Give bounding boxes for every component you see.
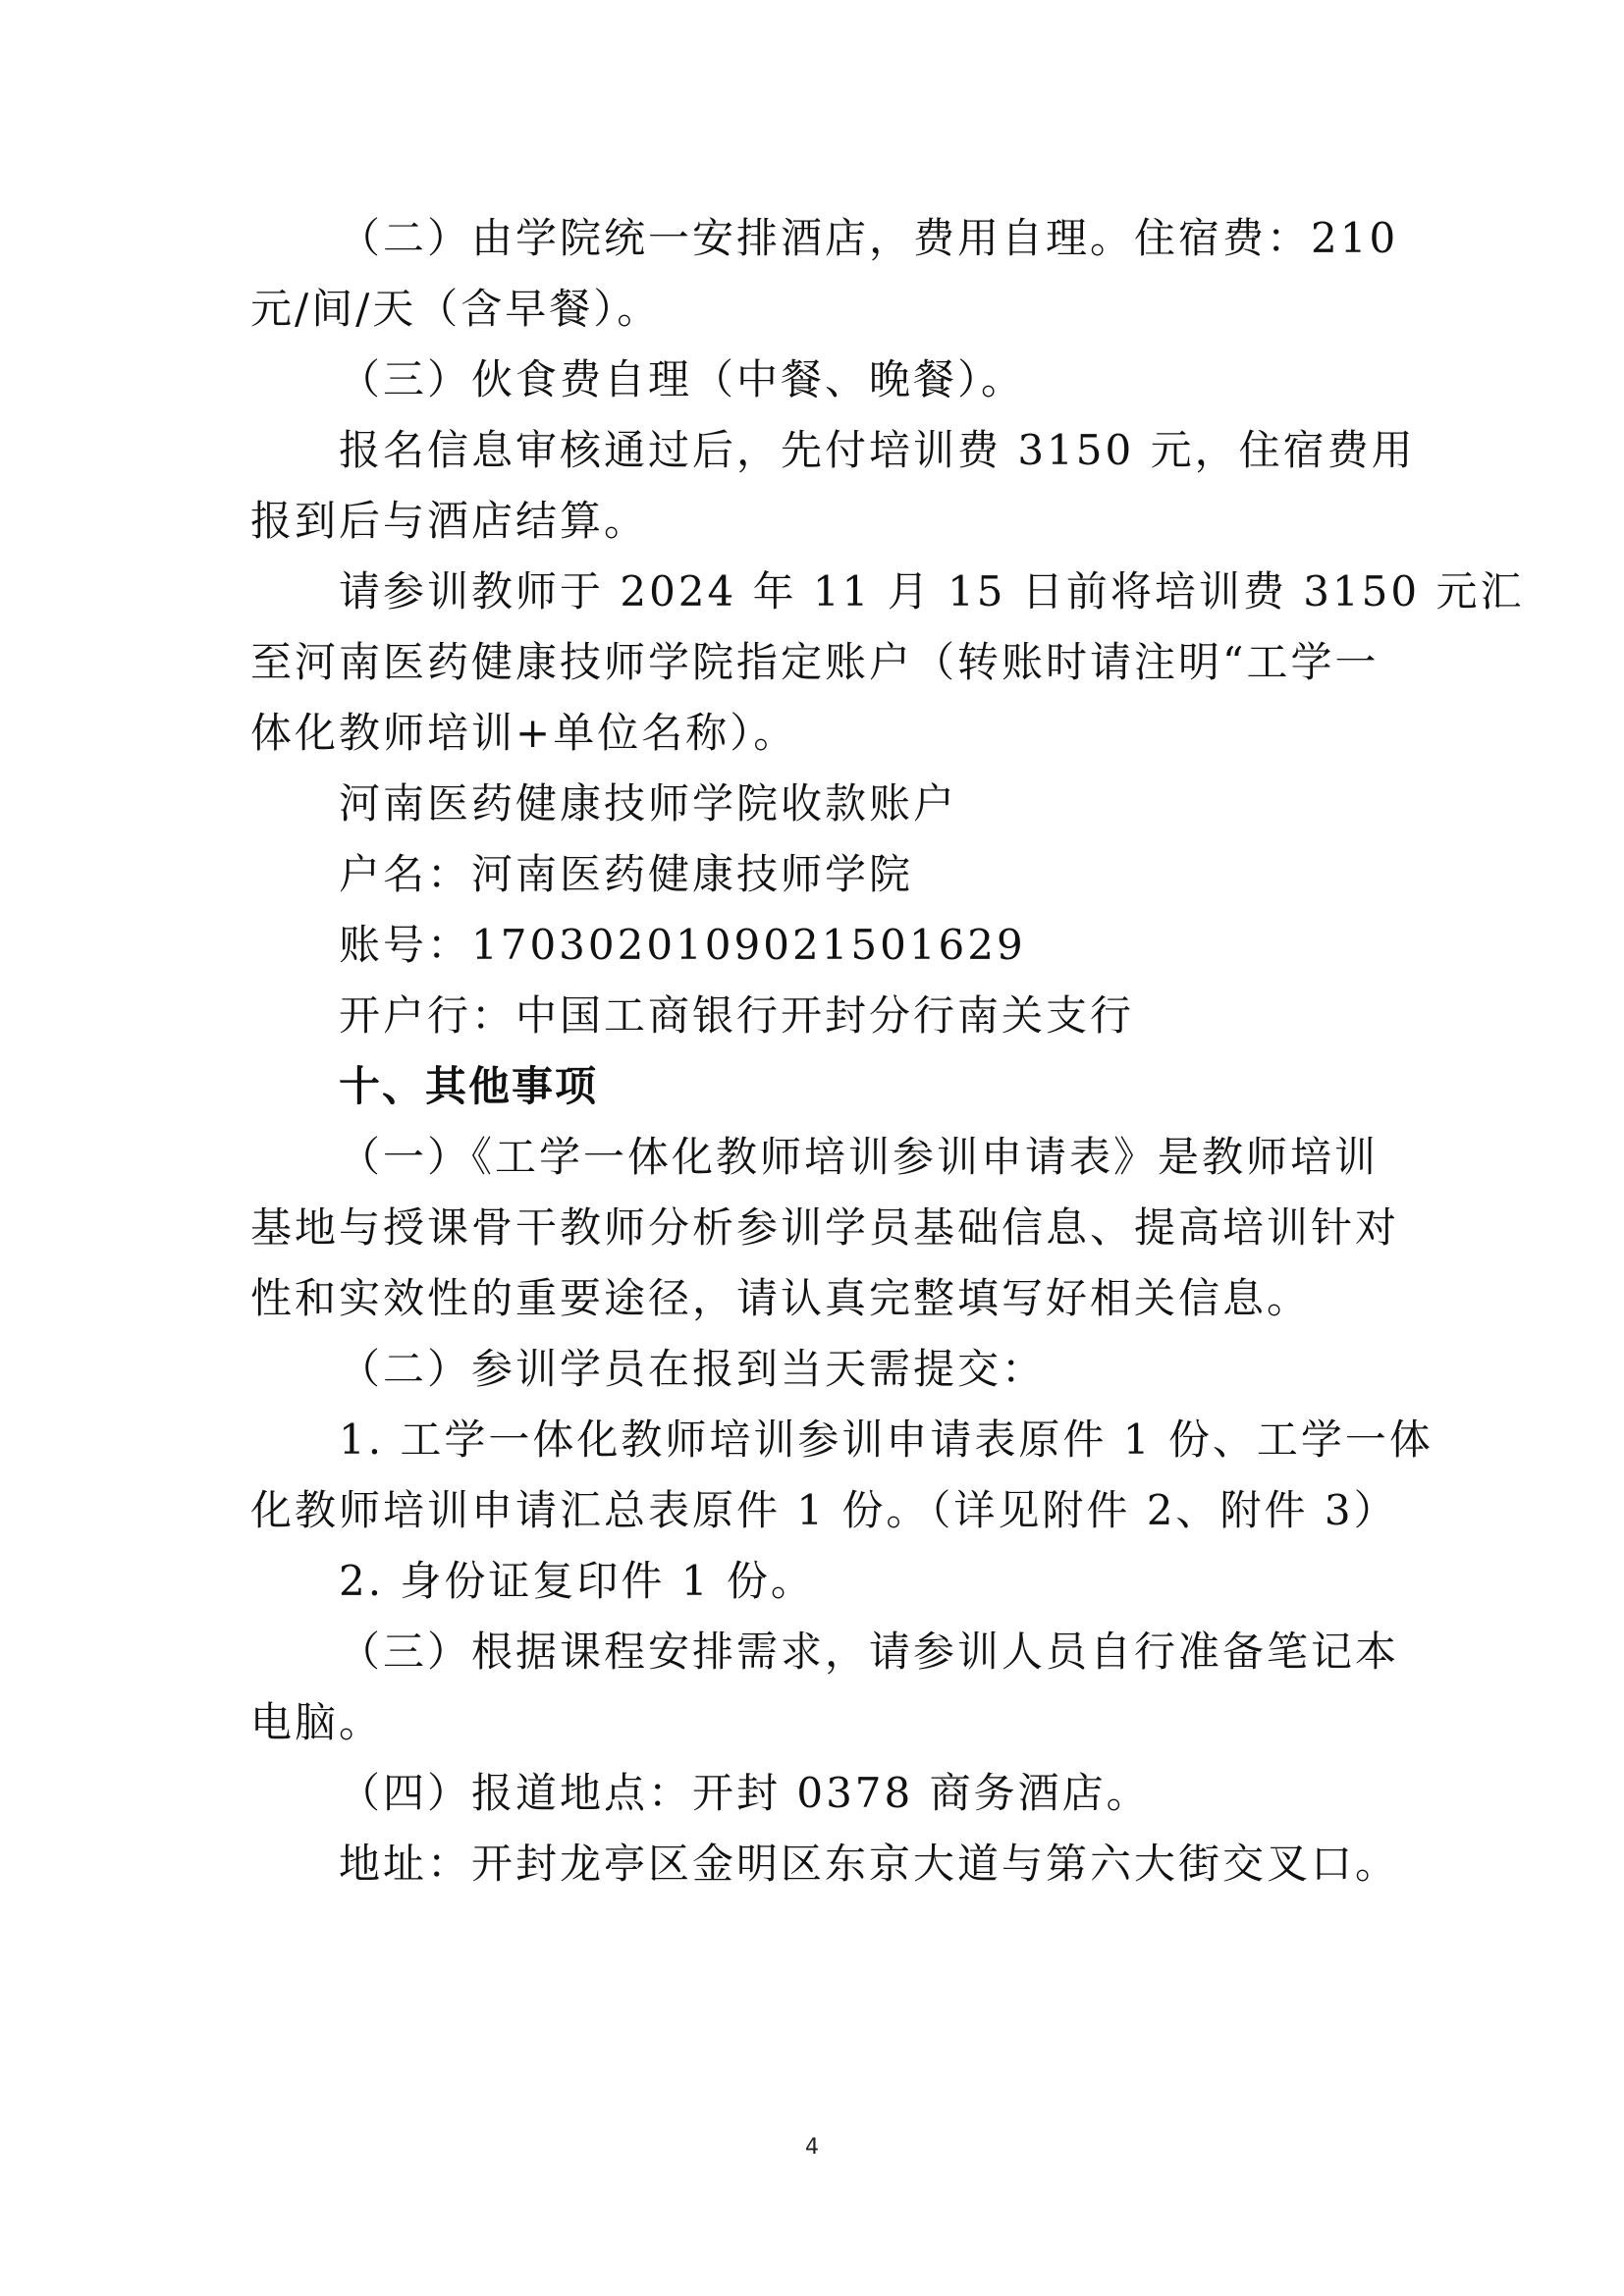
text-line: （三）根据课程安排需求，请参训人员自行准备笔记本 bbox=[339, 1628, 1400, 1676]
text-line: 户名：河南医药健康技师学院 bbox=[339, 850, 914, 898]
text-line: 报到后与酒店结算。 bbox=[250, 497, 649, 545]
text-line: 元/间/天（含早餐）。 bbox=[250, 285, 662, 333]
text-line: （三）伙食费自理（中餐、晚餐）。 bbox=[339, 355, 1026, 403]
text-line: （四）报道地点：开封 0378 商务酒店。 bbox=[339, 1769, 1151, 1817]
text-line: 请参训教师于 2024 年 11 月 15 日前将培训费 3150 元汇 bbox=[339, 567, 1525, 615]
text-line: 地址：开封龙亭区金明区东京大道与第六大街交叉口。 bbox=[339, 1840, 1400, 1888]
text-line: 至河南医药健康技师学院指定账户（转账时请注明“工学一 bbox=[250, 638, 1380, 686]
text-line: 化教师培训申请汇总表原件 1 份。（详见附件 2、附件 3） bbox=[250, 1486, 1398, 1534]
text-line: 河南医药健康技师学院收款账户 bbox=[339, 779, 958, 828]
page-number: 4 bbox=[805, 2135, 819, 2160]
text-line: 2. 身份证复印件 1 份。 bbox=[339, 1557, 815, 1605]
account-number-line: 账号：1703020109021501629 bbox=[339, 921, 1026, 969]
text-line: （二）参训学员在报到当天需提交： bbox=[339, 1345, 1047, 1393]
text-line: 电脑。 bbox=[250, 1698, 384, 1746]
text-line: 1. 工学一体化教师培训参训申请表原件 1 份、工学一体 bbox=[339, 1415, 1434, 1464]
text-line: 报名信息审核通过后，先付培训费 3150 元，住宿费用 bbox=[339, 426, 1416, 474]
text-line: 体化教师培训+单位名称）。 bbox=[250, 709, 798, 757]
text-line: 开户行：中国工商银行开封分行南关支行 bbox=[339, 991, 1135, 1040]
text-line: 基地与授课骨干教师分析参训学员基础信息、提高培训针对 bbox=[250, 1203, 1400, 1252]
text-line: 性和实效性的重要途径，请认真完整填写好相关信息。 bbox=[250, 1274, 1312, 1322]
text-line: （二）由学院统一安排酒店，费用自理。住宿费：210 bbox=[339, 214, 1399, 262]
text-line: （一）《工学一体化教师培训参训申请表》是教师培训 bbox=[339, 1133, 1380, 1181]
section-heading: 十、其他事项 bbox=[339, 1062, 599, 1110]
